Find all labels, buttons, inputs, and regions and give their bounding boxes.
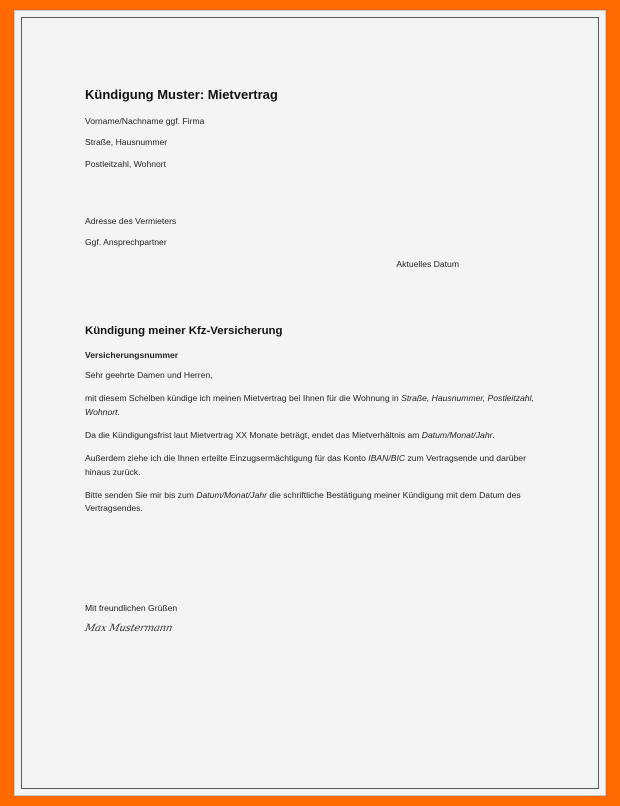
sender-city: Postleitzahl, Wohnort — [85, 158, 167, 169]
letter-date: Aktuelles Datum — [396, 258, 459, 269]
recipient-contact: Ggf. Ansprechpartner — [85, 237, 167, 248]
paragraph-2-end: . — [492, 429, 495, 440]
paragraph-1 — [85, 392, 545, 419]
paragraph-4-placeholder: Datum/Monat/Jahr — [196, 489, 267, 500]
paragraph-3-placeholder: IBAN/BIC — [368, 453, 406, 464]
paragraph-2-placeholder: Datum/Monat/Jahr — [421, 429, 493, 440]
paragraph-1-end: . — [117, 406, 120, 417]
document-page — [14, 10, 606, 796]
paragraph-1-text: mit diesem Schelben kündige ich meinen Mietvertrag bei Ihnen für die Wohnung in — [85, 393, 402, 404]
paragraph-2-text: Da die Kündigungsfrist laut Mietvertrag XX Monate beträgt, endet das Mietverhältnis am — [85, 429, 422, 440]
paragraph-2 — [85, 429, 545, 442]
sender-street: Straße, Hausnummer — [85, 137, 168, 148]
letter-subject: Kündigung meiner Kfz-Versicherung — [85, 325, 283, 338]
paragraph-4-end: die schriftliche Bestätigung meiner Kündigung mit dem Datum des Vertragsendes. — [85, 489, 521, 514]
document-title: Kündigung Muster: Mietvertrag — [85, 87, 278, 102]
paragraph-3-end: zum Vertragsende und darüber hinaus zurück. — [85, 453, 526, 477]
paragraph-3 — [85, 452, 545, 479]
address-spacer — [85, 179, 545, 215]
paragraph-4-text: Bitte senden Sie mir bis zum — [85, 489, 197, 500]
paragraph-3-text: Außerdem ziehe ich die Ihnen erteilte Einzugsermächtigung für das Konto — [85, 453, 369, 464]
sender-name: Vorname/Nachname ggf. Firma — [85, 116, 205, 127]
closing: Mit freundlichen Grüßen — [85, 602, 178, 613]
signature-block — [85, 621, 545, 637]
policy-number: Versicherungsnummer — [85, 349, 179, 360]
paragraph-1-placeholder: Straße, Hausnummer, Postleitzahl, Wohnort — [85, 393, 534, 417]
salutation: Sehr geehrte Damen und Herren, — [85, 370, 213, 380]
paragraph-4 — [85, 489, 545, 516]
signature: Max Mustermann — [83, 622, 174, 634]
letter-body — [85, 85, 545, 636]
recipient-address: Adresse des Vermieters — [85, 216, 177, 227]
